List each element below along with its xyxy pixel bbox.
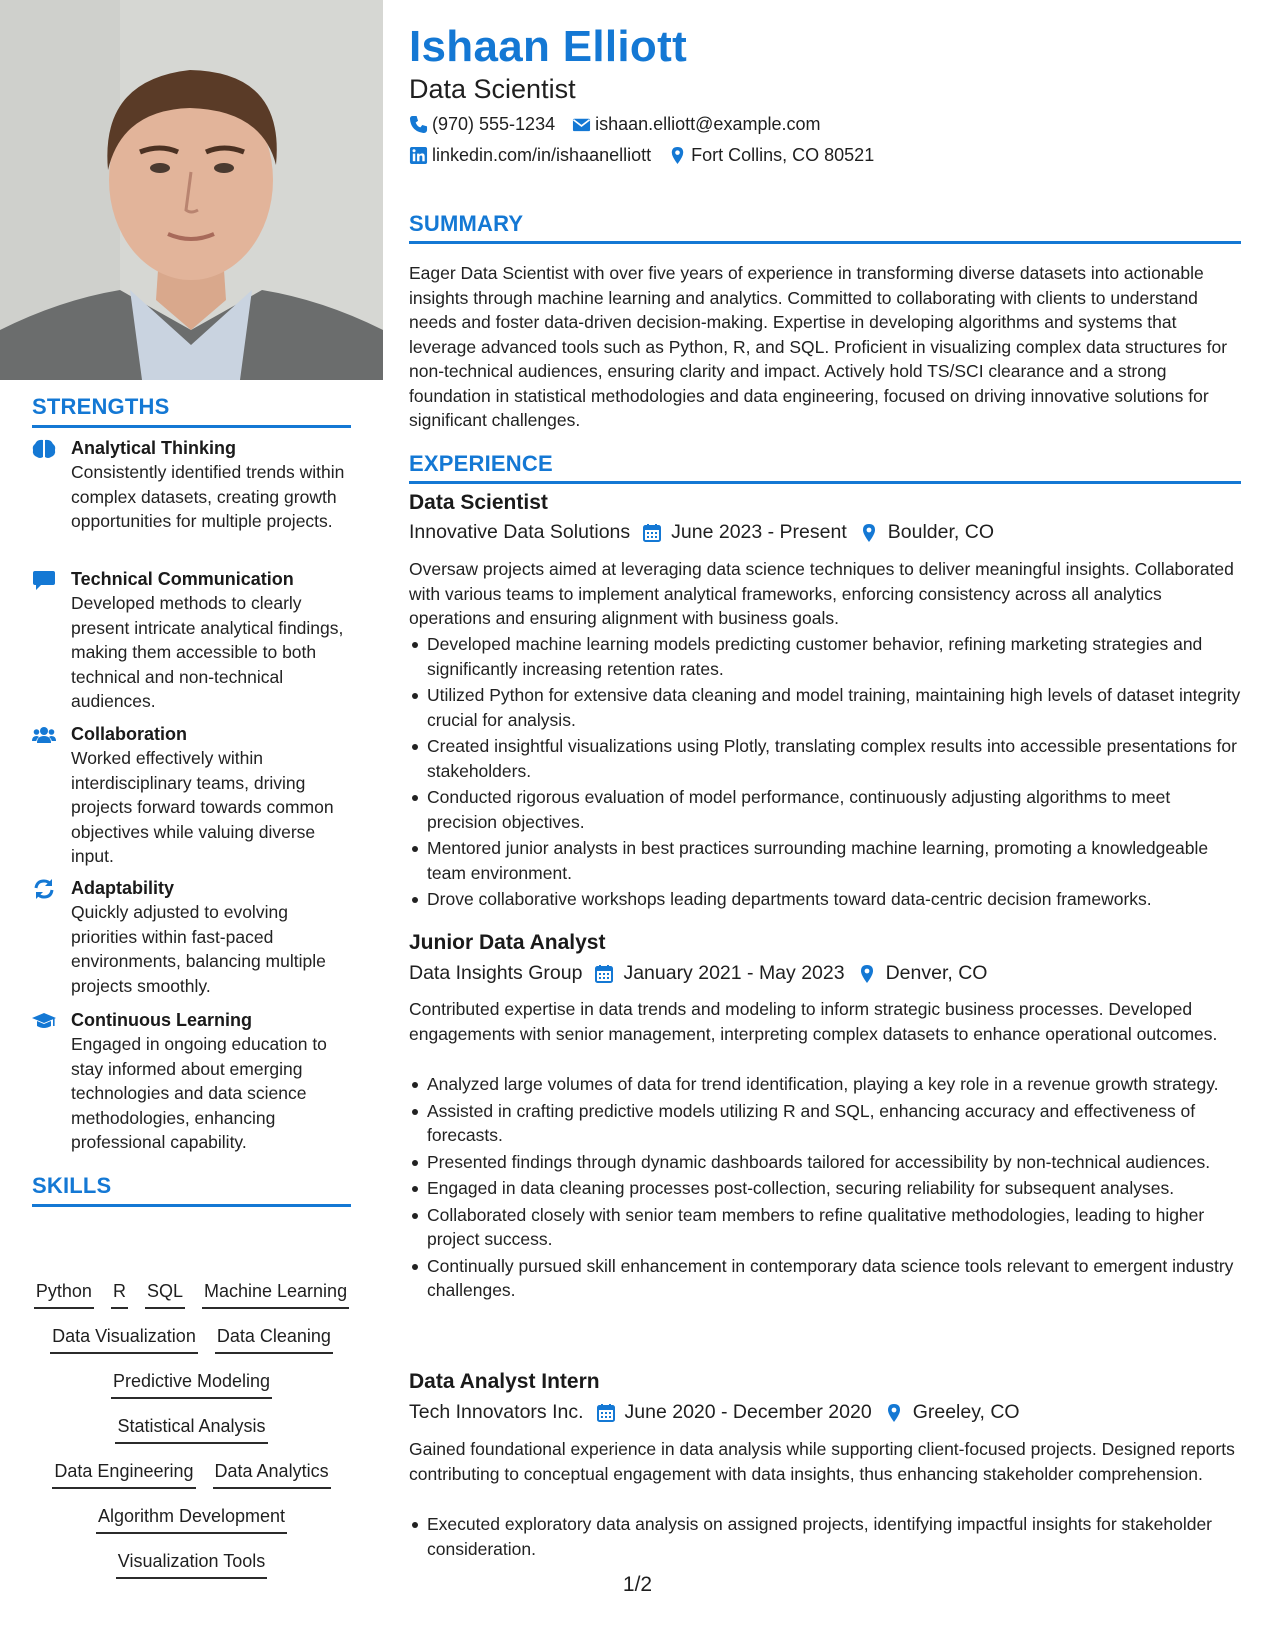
email-address[interactable]: ishaan.elliott@example.com [595, 114, 821, 134]
job-bullets [409, 1512, 1241, 1563]
strength-description: Engaged in ongoing education to stay informed about emerging technologies and data science methodologies, enhancing professional capability. [71, 1034, 327, 1152]
job-description: Gained foundational experience in data analysis while supporting client-focused projects. Designed reports contributing to conceptual engagement with data insights, thus enhancing stakeholder comprehension. [409, 1439, 1235, 1484]
list-item: Mentored junior analysts in best practices surrounding machine learning, promoting a knowledgeable team environment. [409, 836, 1241, 885]
skill-tag: Statistical Analysis [115, 1413, 267, 1444]
skill-tag: Machine Learning [202, 1278, 349, 1309]
skill-tag: Data Engineering [52, 1458, 195, 1489]
phone-number: (970) 555-1234 [432, 114, 556, 134]
sync-icon [32, 878, 56, 900]
chat-icon [32, 569, 56, 591]
strength-description: Worked effectively within interdisciplinary teams, driving projects forward towards common objectives while valuing diverse input. [71, 748, 334, 866]
job-dates: January 2021 - May 2023 [623, 962, 845, 984]
strength-description: Consistently identified trends within complex datasets, creating growth opportunities for multiple projects. [71, 462, 345, 531]
list-item: Engaged in data cleaning processes post-collection, securing reliability for subsequent analyses. [409, 1176, 1241, 1201]
candidate-name: Ishaan Elliott [409, 22, 688, 71]
location [668, 145, 874, 166]
map-pin-icon [859, 523, 879, 543]
linkedin-icon [409, 146, 428, 165]
calendar-icon [594, 964, 614, 984]
list-item: Continually pursued skill enhancement in contemporary data science tools relevant to emergent industry challenges. [409, 1254, 1241, 1303]
job-meta [409, 521, 994, 544]
skills-list [32, 1278, 351, 1593]
job-title: Data Analyst Intern [409, 1370, 600, 1393]
strength-item [32, 567, 352, 714]
skill-tag: Data Visualization [50, 1323, 198, 1354]
strength-title: Analytical Thinking [71, 438, 237, 458]
list-item: Executed exploratory data analysis on assigned projects, identifying impactful insights for stakeholder consideration. [409, 1512, 1241, 1561]
phone [409, 114, 555, 135]
skill-tag: Data Cleaning [215, 1323, 333, 1354]
strength-item [32, 436, 352, 534]
job-description: Oversaw projects aimed at leveraging data science techniques to deliver meaningful insights. Collaborated with various teams to implement analytical frameworks, enforcing consistency across all analytics operations and ensuring alignment with business goals. [409, 559, 1234, 628]
list-item: Created insightful visualizations using Plotly, translating complex results into accessible presentations for stakeholders. [409, 734, 1241, 783]
contact-line-1 [409, 114, 837, 135]
job-title: Junior Data Analyst [409, 931, 606, 954]
job-location: Greeley, CO [912, 1401, 1020, 1423]
list-item: Developed machine learning models predicting customer behavior, refining marketing strategies and significantly increasing retention rates. [409, 632, 1241, 681]
skill-tag: SQL [145, 1278, 185, 1309]
calendar-icon [596, 1403, 616, 1423]
job-dates: June 2023 - Present [671, 521, 847, 543]
candidate-title: Data Scientist [409, 74, 576, 104]
contact-line-2 [409, 145, 891, 166]
job-bullets [409, 632, 1241, 914]
list-item: Analyzed large volumes of data for trend identification, playing a key role in a revenue growth strategy. [409, 1072, 1241, 1097]
strength-description: Developed methods to clearly present intricate analytical findings, making them accessible to both technical and non-technical audiences. [71, 593, 344, 711]
map-pin-icon [857, 964, 877, 984]
list-item: Conducted rigorous evaluation of model performance, continuously adjusting algorithms to meet precision objectives. [409, 785, 1241, 834]
skill-tag: Visualization Tools [116, 1548, 267, 1579]
list-item: Utilized Python for extensive data cleaning and model training, maintaining high levels of dataset integrity crucial for analysis. [409, 683, 1241, 732]
skill-tag: Data Analytics [213, 1458, 331, 1489]
strength-description: Quickly adjusted to evolving priorities within fast-paced environments, balancing multiple projects smoothly. [71, 902, 326, 996]
experience-heading: EXPERIENCE [409, 451, 1241, 484]
skill-tag: R [111, 1278, 128, 1309]
skill-tag: Python [34, 1278, 94, 1309]
sidebar [0, 0, 383, 1650]
brain-icon [32, 438, 56, 460]
strengths-heading: STRENGTHS [32, 394, 351, 428]
skills-heading: SKILLS [32, 1173, 351, 1207]
page-number: 1/2 [622, 1573, 653, 1596]
strength-item [32, 876, 352, 998]
phone-icon [409, 115, 428, 134]
list-item: Collaborated closely with senior team members to refine qualitative methodologies, leading to higher project success. [409, 1203, 1241, 1252]
profile-photo [0, 0, 383, 380]
skill-tag: Predictive Modeling [111, 1368, 272, 1399]
strength-title: Collaboration [71, 724, 187, 744]
linkedin[interactable] [409, 145, 651, 166]
job-meta [409, 1401, 1020, 1424]
job-description: Contributed expertise in data trends and modeling to inform strategic business processes. Developed engagements with senior management, interpreting complex datasets to enhance operational outcomes. [409, 999, 1218, 1044]
list-item: Presented findings through dynamic dashboards tailored for accessibility by non-technical audiences. [409, 1150, 1241, 1175]
job-location: Denver, CO [885, 962, 988, 984]
strength-title: Adaptability [71, 878, 175, 898]
job-title: Data Scientist [409, 491, 548, 514]
linkedin-url[interactable]: linkedin.com/in/ishaanelliott [432, 145, 652, 165]
company-name: Data Insights Group [409, 962, 583, 984]
list-item: Assisted in crafting predictive models utilizing R and SQL, enhancing accuracy and effectiveness of forecasts. [409, 1099, 1241, 1148]
graduation-cap-icon [32, 1010, 56, 1032]
map-pin-icon [668, 146, 687, 165]
strength-title: Technical Communication [71, 569, 294, 589]
job-bullets [409, 1072, 1241, 1305]
job-location: Boulder, CO [887, 521, 994, 543]
envelope-icon [572, 115, 591, 134]
location-text: Fort Collins, CO 80521 [691, 145, 875, 165]
job-dates: June 2020 - December 2020 [624, 1401, 872, 1423]
company-name: Tech Innovators Inc. [409, 1401, 584, 1423]
email[interactable] [572, 114, 820, 135]
company-name: Innovative Data Solutions [409, 521, 631, 543]
strength-item [32, 722, 352, 869]
summary-text: Eager Data Scientist with over five years of experience in transforming diverse datasets into actionable insights through machine learning and analytics. Committed to collaborating with clients to understand needs and foster data-driven decision-making. Expertise in developing algorithms and systems that leverage advanced tools such as Python, R, and SQL. Proficient in visualizing complex data structures for non-technical audiences, ensuring clarity and impact. Actively hold TS/SCI clearance and a strong foundation in statistical methodologies and data engineering, focused on driving innovative solutions for significant challenges. [409, 263, 1228, 430]
job-meta [409, 962, 987, 985]
summary-heading: SUMMARY [409, 211, 1241, 244]
strength-item [32, 1008, 352, 1155]
skill-tag: Algorithm Development [96, 1503, 287, 1534]
strength-title: Continuous Learning [71, 1010, 252, 1030]
calendar-icon [642, 523, 662, 543]
users-icon [32, 724, 56, 746]
list-item: Drove collaborative workshops leading departments toward data-centric decision frameworks. [409, 887, 1241, 912]
map-pin-icon [884, 1403, 904, 1423]
